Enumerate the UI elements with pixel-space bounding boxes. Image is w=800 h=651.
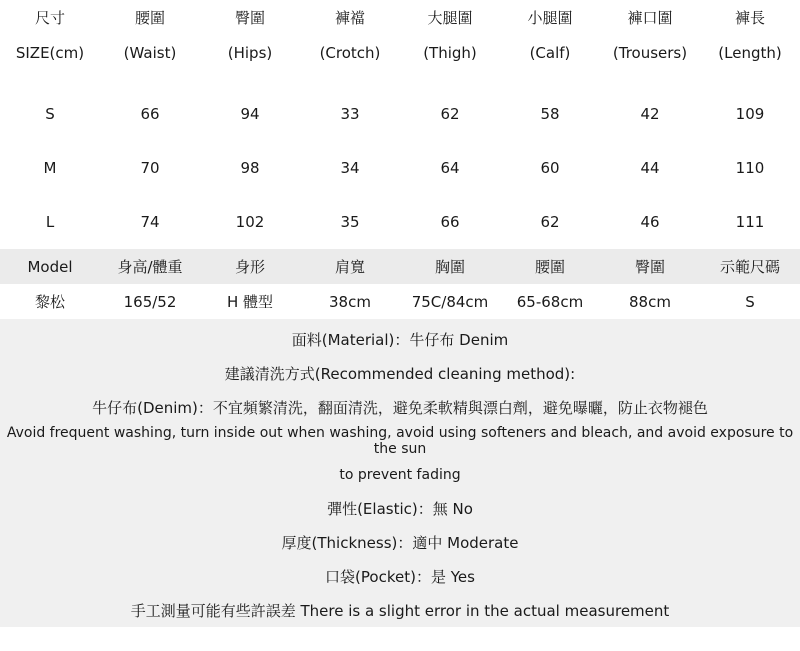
header-cell: (Waist) [123,43,177,62]
table-cell: 65-68cm [516,292,584,311]
header-cell: 身形 [234,258,265,276]
table-cell: 44 [640,159,660,177]
header-cell: 褲口圍 [627,9,673,27]
measurement-note: 手工測量可能有些許誤差 There is a slight error in the actual measurement [130,601,670,620]
table-cell: S [745,292,755,311]
size-label: M [43,159,57,177]
size-table-body [0,70,800,249]
table-cell: 38cm [329,292,371,311]
table-cell: 98 [240,159,260,177]
product-info-panel [0,319,800,627]
thickness-text: 厚度(Thickness)：適中 Moderate [281,534,519,553]
table-cell: 58 [540,105,560,123]
header-cell: 肩寬 [334,258,365,276]
table-cell: 74 [140,213,160,231]
table-cell: H 體型 [226,293,274,311]
cleaning-text-chinese: 牛仔布(Denim)：不宜頻繁清洗，翻面清洗，避免柔軟精與漂白劑，避免曝曬，防止衣物褪色 [92,398,708,417]
table-row [0,87,800,141]
header-cell: 示範尺碼 [719,258,780,276]
header-cell: 大腿圍 [427,9,473,27]
header-cell: (Calf) [529,43,571,62]
table-cell: 110 [735,159,765,177]
header-cell: (Crotch) [319,43,381,62]
table-row [0,195,800,249]
header-row-chinese [0,0,800,35]
header-cell: (Trousers) [612,43,688,62]
table-cell: 62 [440,105,460,123]
elastic-text: 彈性(Elastic)：無 No [327,500,473,519]
table-cell: 64 [440,159,460,177]
header-cell: 腰圍 [134,9,165,27]
header-row-english [0,35,800,70]
header-cell: 腰圍 [534,258,565,276]
header-cell: 尺寸 [34,9,65,27]
table-row [0,141,800,195]
cleaning-title: 建議清洗方式(Recommended cleaning method): [224,365,576,384]
header-cell: 身高/體重 [117,258,183,276]
table-cell: 33 [340,105,360,123]
table-cell: 黎松 [34,293,65,311]
table-cell: 42 [640,105,660,123]
material-text: 面料(Material)：牛仔布 Denim [291,331,509,350]
header-cell: (Thigh) [423,43,477,62]
table-cell: 109 [735,105,765,123]
table-cell: 111 [735,213,765,231]
table-cell: 34 [340,159,360,177]
header-cell: 臀圍 [634,258,665,276]
size-table-header [0,0,800,70]
table-cell: 62 [540,213,560,231]
header-cell: 褲襠 [334,9,365,27]
table-cell: 70 [140,159,160,177]
table-cell: 35 [340,213,360,231]
table-cell: 94 [240,105,260,123]
header-cell: Model [27,257,73,276]
table-cell: 88cm [629,292,671,311]
model-table-row [0,284,800,319]
cleaning-text-english-continued: to prevent fading [339,467,461,484]
header-cell: 胸圍 [434,258,465,276]
table-cell: 102 [235,213,265,231]
table-cell: 60 [540,159,560,177]
header-cell: 褲長 [734,9,765,27]
size-label: L [45,213,55,231]
model-table-header [0,249,800,284]
header-cell: 臀圍 [234,9,265,27]
header-cell: SIZE(cm) [15,43,85,62]
table-cell: 46 [640,213,660,231]
table-cell: 165/52 [123,292,177,311]
size-label: S [45,105,55,123]
header-cell: 小腿圍 [527,9,573,27]
header-cell: (Hips) [227,43,273,62]
cleaning-text-english: Avoid frequent washing, turn inside out when washing, avoid using softeners and bleach, and avoid exposure to the sun [6,425,794,458]
pocket-text: 口袋(Pocket)：是 Yes [325,567,475,586]
table-cell: 66 [140,105,160,123]
table-cell: 66 [440,213,460,231]
table-cell: 75C/84cm [411,292,489,311]
header-cell: (Length) [718,43,782,62]
